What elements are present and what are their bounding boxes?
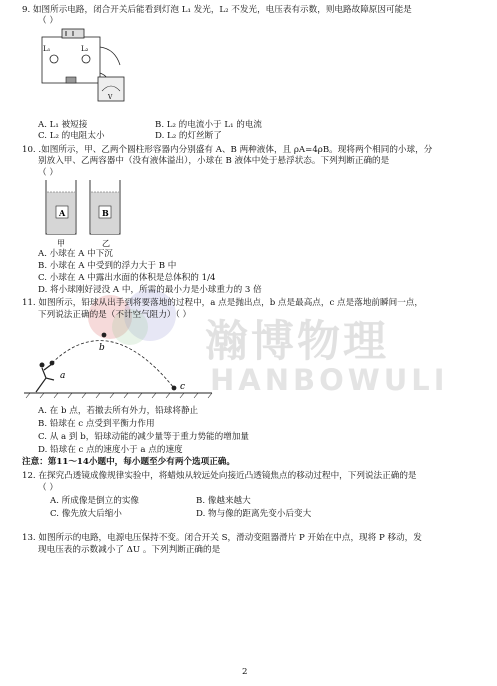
label-l2: L₂ bbox=[81, 45, 89, 53]
page-number: 2 bbox=[242, 667, 248, 677]
q12-option-b: B. 像越来越大 bbox=[196, 496, 251, 506]
q10-stem-line2: 别放入甲、乙两容器中（没有液体溢出），小球在 B 液体中处于悬浮状态。下列判断正确的是 bbox=[38, 156, 390, 166]
q11-option-b: B. 铅球在 c 点受到平衡力作用 bbox=[38, 419, 155, 429]
q11-option-d: D. 铅球在 c 点的速度小于 a 点的速度 bbox=[38, 445, 183, 455]
q9-option-b: B. L₂ 的电流小于 L₁ 的电流 bbox=[155, 120, 263, 130]
point-c-ball bbox=[172, 386, 177, 391]
q9-stem: 9. 如图所示电路，闭合开关后能看到灯泡 L₁ 发光，L₂ 不发光，电压表有示数，则电路故障原因可能是 bbox=[22, 5, 412, 15]
label-yi: 乙 bbox=[102, 239, 110, 248]
point-b-ball bbox=[102, 333, 107, 338]
q10-containers-diagram bbox=[44, 178, 134, 252]
q10-option-c: C. 小球在 A 中露出水面的体积是总体积的 1/4 bbox=[38, 273, 216, 283]
q9-option-a: A. L₁ 被短接 bbox=[38, 120, 88, 130]
q11-option-a: A. 在 b 点，若撤去所有外力，铅球将静止 bbox=[38, 406, 199, 416]
q12-stem: 12. 在探究凸透镜成像规律实验中，将蜡烛从较远处向接近凸透镜焦点的移动过程中，下列说法正确的是 bbox=[22, 471, 417, 481]
q9-circuit-diagram bbox=[40, 27, 130, 107]
q12-option-a: A. 所成像是倒立的实像 bbox=[50, 496, 140, 506]
multi-answer-note: 注意：第11～14小题中，每小题至少有两个选项正确。 bbox=[22, 457, 235, 467]
q10-stem-line1: 10. .如图所示，甲、乙两个圆柱形容器内分别盛有 A、B 两种液体，且 ρA=4ρB。现将两个相同的小球，分 bbox=[22, 145, 433, 155]
q9-option-d: D. L₂ 的灯丝断了 bbox=[155, 131, 222, 141]
q10-option-d: D. 将小球刚好浸没 A 中，所需的最小力是小球重力的 3 倍 bbox=[38, 285, 262, 295]
label-jia: 甲 bbox=[57, 239, 65, 248]
lamp-l2-icon bbox=[82, 55, 90, 63]
label-v: V bbox=[108, 94, 113, 101]
q12-option-c: C. 像先放大后缩小 bbox=[50, 509, 122, 519]
thrower-icon bbox=[36, 364, 54, 392]
q13-stem-line1: 13. 如图所示的电路，电源电压保持不变。闭合开关 S，滑动变阻器滑片 P 开始在中点，现将 P 移动，发 bbox=[22, 533, 422, 543]
q12-option-d: D. 物与像的距离先变小后变大 bbox=[196, 509, 312, 519]
label-point-c: c bbox=[180, 382, 186, 392]
q10-paren: （ ） bbox=[38, 168, 58, 178]
q12-paren: （ ） bbox=[38, 483, 58, 493]
label-point-b: b bbox=[99, 343, 105, 353]
q9-paren: （ ） bbox=[38, 16, 58, 26]
lamp-l1-icon bbox=[50, 55, 58, 63]
label-b: B bbox=[102, 208, 109, 218]
watermark-text-en: HANBOWULI bbox=[210, 363, 449, 397]
q9-option-c: C. L₂ 的电阻太小 bbox=[38, 131, 105, 141]
q11-stem-line1: 11. 如图所示，铅球从出手到将要落地的过程中，a 点是抛出点，b 点是最高点，c 点是落地前瞬间一点， bbox=[22, 298, 423, 308]
switch-icon bbox=[66, 77, 76, 83]
q13-stem-line2: 现电压表的示数减小了 ΔU 。下列判断正确的是 bbox=[38, 545, 221, 555]
q11-trajectory-diagram bbox=[24, 320, 214, 402]
label-point-a: a bbox=[60, 371, 66, 381]
label-a: A bbox=[59, 208, 66, 218]
point-a-ball bbox=[50, 361, 55, 366]
label-l1: L₁ bbox=[43, 45, 51, 53]
q10-option-a: A. 小球在 A 中下沉 bbox=[38, 249, 113, 259]
q11-stem-line2: 下列说法正确的是（不计空气阻力）（ ） bbox=[38, 310, 192, 320]
q11-option-c: C. 从 a 到 b，铅球动能的减少量等于重力势能的增加量 bbox=[38, 432, 250, 442]
watermark-text-cn: 瀚博物理 bbox=[205, 317, 389, 367]
q10-option-b: B. 小球在 A 中受到的浮力大于 B 中 bbox=[38, 261, 177, 271]
